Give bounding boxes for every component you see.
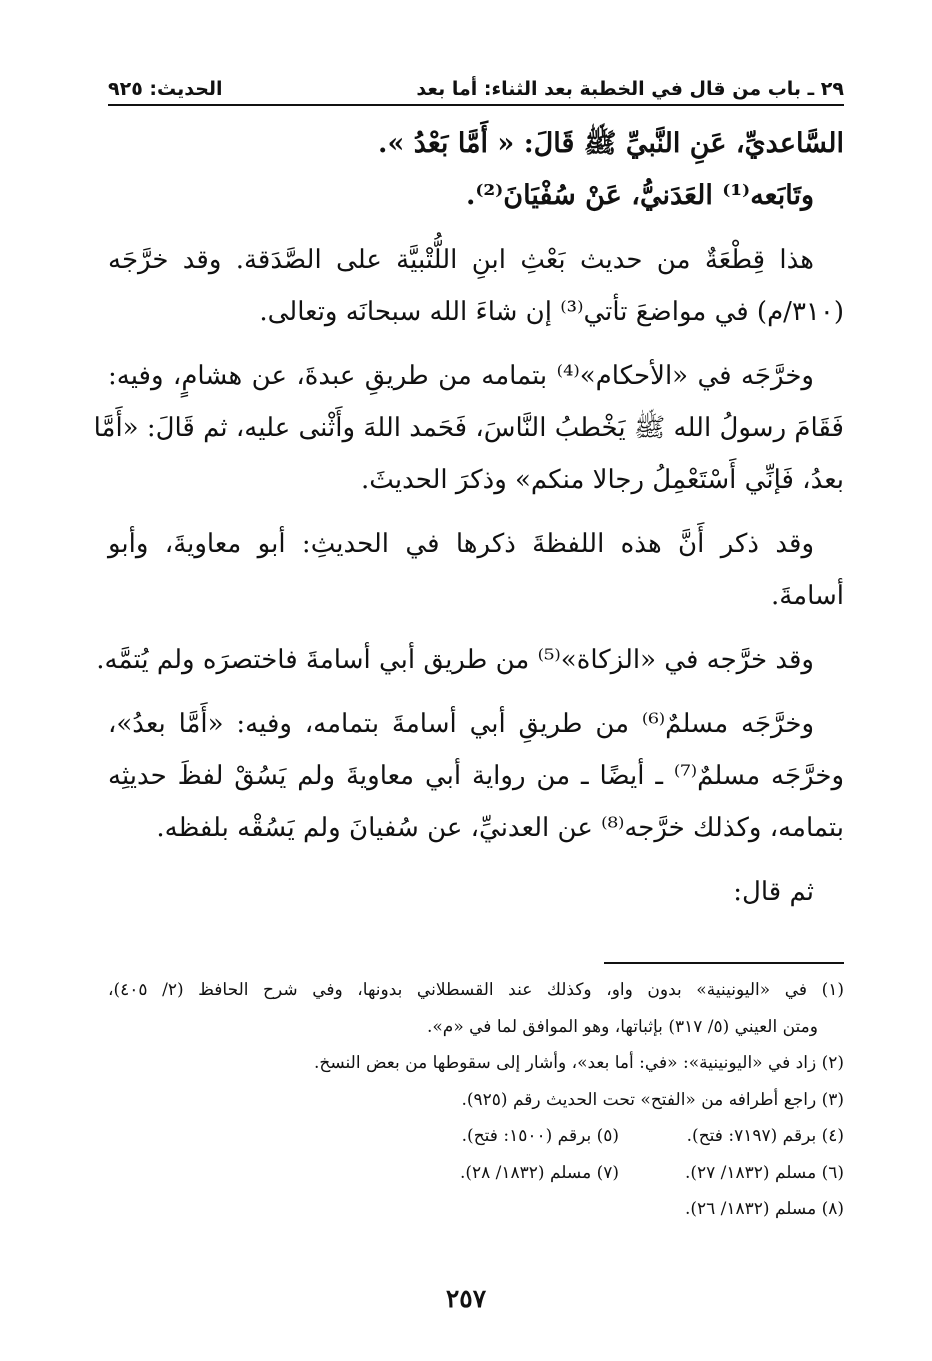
hadith-reference: الحديث: ٩٢٥ <box>108 78 223 100</box>
commentary-line: وقد ذكر أَنَّ هذه اللفظةَ ذكرها في الحديثِ: أبو معاويةَ، وأبو <box>108 529 814 559</box>
running-header <box>108 66 844 100</box>
footnote-1: (١) في «اليونينية» بدون واو، وكذلك عند القسطلاني بدونها، وفي شرح الحافظ (٢/ ٤٠٥)، <box>108 980 844 1000</box>
commentary-line: بتمامه، وكذلك خرَّجه⁽⁸⁾ عن العدنيِّ، عن سُفيانَ ولم يَسُقْه بلفظه. <box>156 813 844 843</box>
header-divider <box>108 104 844 106</box>
main-text <box>93 118 844 918</box>
hadith-text-line-2: وتَابَعه⁽¹⁾ العَدَنيُّ، عَنْ سُفْيَانَ⁽²⁾. <box>465 180 814 211</box>
footnote-row <box>108 1118 844 1155</box>
footnote-4: (٤) برقم (٧١٩٧: فتح). <box>686 1126 844 1146</box>
commentary-line: بعدُ، فَإنِّي أَسْتَعْمِلُ رجالا منكم» وذكرَ الحديثَ. <box>361 465 844 495</box>
footnotes <box>108 972 844 1228</box>
footnote-7: (٧) مسلم (١٨٣٢/ ٢٨). <box>459 1162 619 1183</box>
hadith-text-line-1: السَّاعديِّ، عَنِ النَّبيِّ ﷺ قَالَ: « أَمَّا بَعْدُ ». <box>378 128 844 159</box>
footnote-divider <box>604 962 844 964</box>
footnote-6: (٦) مسلم (١٨٣٢/ ٢٧). <box>684 1162 844 1183</box>
footnote-5: (٥) برقم (١٥٠٠: فتح). <box>461 1126 619 1146</box>
commentary-line: وخرَّجَه في «الأحكام»⁽⁴⁾ بتمامه من طريقِ عبدةَ، عن هشامٍ، وفيه: <box>108 361 814 391</box>
page-number: ٢٥٧ <box>445 1284 487 1313</box>
footnote-row <box>108 1155 844 1192</box>
footnote-1-continuation: ومتن العيني (٥/ ٣١٧) بإثباتها، وهو الموافق لما في «م». <box>427 1016 818 1037</box>
commentary-line: فَقَامَ رسولُ الله ﷺ يَخْطبُ النَّاسَ، فَحَمد اللهَ وأَثْنى عليه، ثم قَالَ: «أَمَّا <box>93 413 844 443</box>
footnote-8: (٨) مسلم (١٨٣٢/ ٢٦). <box>684 1199 844 1219</box>
commentary-line: وقد خرَّجه في «الزكاة»⁽⁵⁾ من طريق أبي أسامةَ فاختصرَه ولم يُتمَّه. <box>96 645 814 675</box>
footnote-3: (٣) راجع أطرافه من «الفتح» تحت الحديث رقم (٩٢٥). <box>461 1089 844 1110</box>
commentary-line: أسامةَ. <box>770 581 844 611</box>
commentary-line: وخرَّجَه مسلمٌ⁽⁶⁾ من طريقِ أبي أسامةَ بتمامه، وفيه: «أَمَّا بعدُ»، <box>108 709 815 739</box>
chapter-title: ٢٩ ـ باب من قال في الخطبة بعد الثناء: أما بعد <box>416 78 844 100</box>
commentary-line: (٣١٠/م) في مواضعَ تأتي⁽³⁾ إن شاءَ الله سبحانَه وتعالى. <box>259 297 844 327</box>
commentary-line: وخرَّجَه مسلمٌ⁽⁷⁾ ـ أيضًا ـ من رواية أبي معاويةَ ولم يَسُقْ لفظَ حديثِه <box>108 761 844 791</box>
commentary-line: ثم قال: <box>733 877 814 907</box>
footnote-2: (٢) زاد في «اليونينية»: «في: أما بعد»، وأشار إلى سقوطها من بعض النسخ. <box>313 1053 844 1073</box>
commentary-line: هذا قِطْعَةٌ من حديث بَعْثِ ابنِ اللُّتْبيَّة على الصَّدَقة. وقد خرَّجَه <box>108 245 814 275</box>
